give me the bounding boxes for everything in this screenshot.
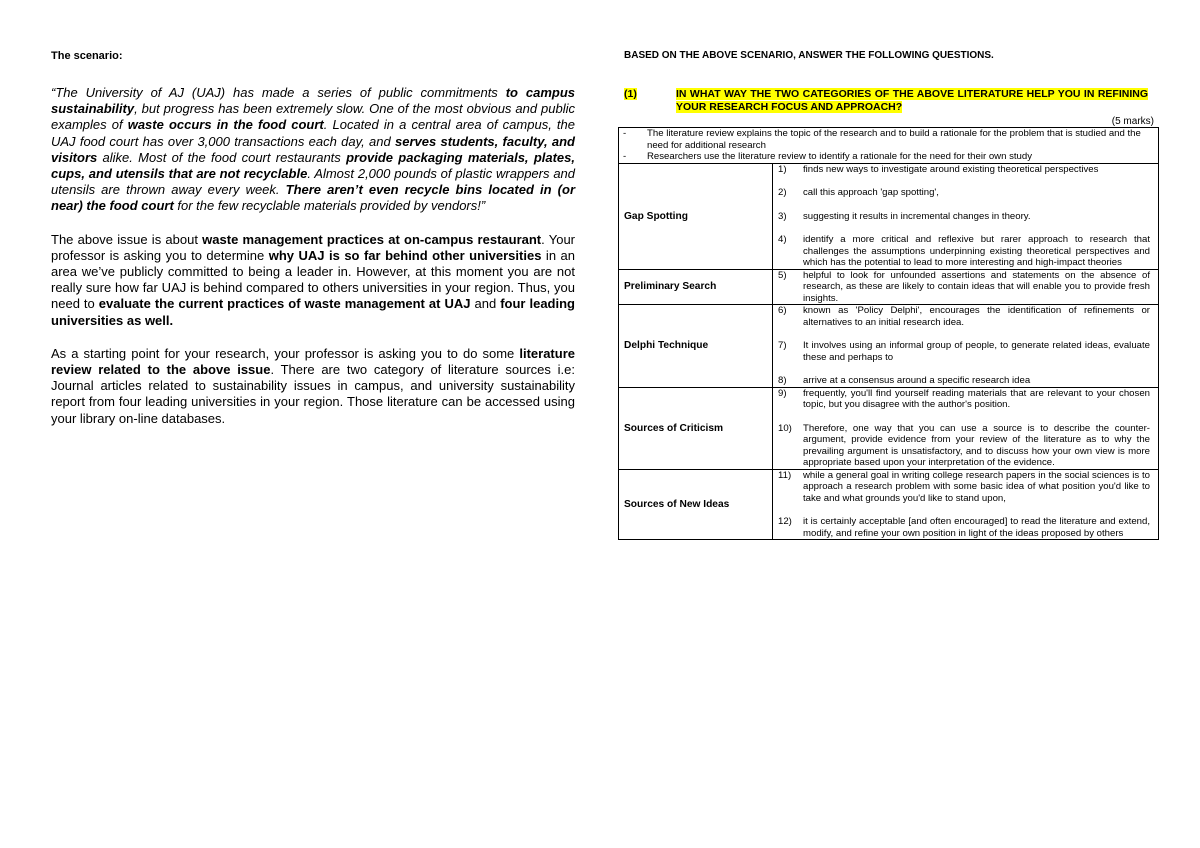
quote-bold: provide packaging materials, plates, cups, and utensils that are not recyclable [51, 149, 575, 182]
intro-line [619, 151, 1158, 163]
list-item: 3) suggesting it results in incremental changes in theory. [778, 210, 1031, 222]
list-item: 5) helpful to look for unfounded assertions and statements on the absence of research, as these are likely to contain ideas that will enable you to provide fresh insights. [778, 269, 1150, 304]
items-cell [773, 163, 1159, 269]
quote-text: alike. Most of the food court restaurants [97, 149, 347, 165]
items-cell [773, 469, 1159, 540]
list-item: 1) finds new ways to investigate around existing theoretical perspectives [778, 163, 1099, 175]
para-bold: literature review related to the above issue [51, 345, 575, 378]
list-item: 4) identify a more critical and reflexive but rarer approach to research that challenges the assumptions underpinning existing theoretical perspectives and which has the potential to lead to more interesting and high-impact theories [778, 234, 1150, 268]
list-item: 11) while a general goal in writing college research papers in the social sciences is to approach a research problem with some basic idea of what position you'd like to take and what grounds you'd like to stand upon, [778, 469, 1150, 504]
category-cell: Delphi Technique [619, 305, 773, 388]
questions-column [618, 50, 1158, 540]
quote-text: . Almost 2,000 pounds of plastic wrappers and utensils are thrown away every week. [51, 166, 576, 198]
list-item: 2) call this approach 'gap spotting', [778, 187, 939, 198]
para-text: As a starting point for your research, your professor is asking you to do some [51, 345, 520, 361]
question-number: (1) [624, 88, 637, 100]
para-text: The above issue is about [51, 231, 203, 247]
quote-text: “The University of AJ (UAJ) has made a series of public commitments [51, 85, 506, 100]
table-row [619, 469, 1159, 540]
list-item: 12) it is certainly acceptable [and often encouraged] to read the literature and extend, modify, and refine your own position in light of the ideas proposed by others [778, 516, 1150, 539]
list-item: 8) arrive at a consensus around a specific research idea [778, 375, 1031, 386]
items-cell [773, 387, 1159, 469]
scenario-quote [51, 85, 575, 215]
quote-bold: There aren’t even recycle bins located in (or near) the food court [51, 182, 576, 214]
quote-text: , but progress has been extremely slow. One of the most obvious and public examples of [51, 101, 575, 133]
quote-bold: waste occurs in the food court [127, 117, 324, 133]
literature-paragraph [51, 346, 575, 427]
table-row [619, 305, 1159, 388]
question-text: IN WHAT WAY THE TWO CATEGORIES OF THE ABOVE LITERATURE HELP YOU IN REFINING YOUR RESEARCH FOCUS AND APPROACH? [676, 88, 1148, 113]
questions-heading: BASED ON THE ABOVE SCENARIO, ANSWER THE FOLLOWING QUESTIONS. [624, 50, 994, 61]
items-cell [773, 305, 1159, 388]
scenario-heading: The scenario: [51, 50, 123, 62]
quote-text: . Located in a central area of campus, the UAJ food court has over 3,000 transactions each day, and [51, 117, 575, 149]
category-cell: Sources of New Ideas [619, 469, 773, 540]
intro-row [619, 128, 1159, 164]
list-item: 6) known as 'Policy Delphi', encourages the identification of refinements or alternatives to an initial research idea. [778, 305, 1150, 328]
question-1 [624, 88, 1158, 114]
para-text: . Your professor is asking you to determine [51, 231, 575, 263]
table-row [619, 269, 1159, 305]
answer-table [618, 127, 1159, 540]
intro-line [619, 128, 1158, 151]
intro-text: Researchers use the literature review to identify a rationale for the need for their own study [647, 151, 1033, 162]
category-cell: Sources of Criticism [619, 387, 773, 469]
para-text: . There are two category of literature sources i.e: Journal articles related to sustainability issues in campus, and university sustainability report from four leading universities in your region. Those literature can be accessed using your library on-line databases. [51, 362, 575, 426]
para-bold: why UAJ is so far behind other universities [268, 247, 542, 263]
issue-paragraph [51, 232, 575, 329]
quote-bold: to campus sustainability [51, 85, 575, 117]
para-bold: four leading universities as well. [51, 296, 575, 328]
category-cell: Gap Spotting [619, 163, 773, 269]
quote-bold: serves students, faculty, and visitors [51, 133, 575, 165]
para-bold: waste management practices at on-campus restaurant [202, 231, 542, 247]
category-cell: Preliminary Search [619, 269, 773, 305]
list-item: 9) frequently, you'll find yourself reading materials that are relevant to your chosen topic, but you disagree with the author's position. [778, 387, 1150, 410]
scenario-column [51, 50, 575, 444]
intro-text: The literature review explains the topic of the research and to build a rationale for the problem that is studied and the need for additional research [647, 128, 1141, 151]
para-text: in an area we’ve publicly committed to being a leader in. However, at this moment you are not really sure how far UAJ is behind compared to others universities in your region. Thus, you need to [51, 247, 575, 312]
para-bold: evaluate the current practices of waste management at UAJ [98, 296, 471, 312]
para-text: and [470, 296, 501, 312]
bullet-dash: - [623, 151, 627, 162]
table-row [619, 163, 1159, 269]
list-item: 7) It involves using an informal group of people, to generate related ideas, evaluate these and perhaps to [778, 340, 1150, 363]
quote-text: for the few recyclable materials provided by vendors!” [173, 198, 486, 214]
table-row [619, 387, 1159, 469]
intro-cell [619, 128, 1159, 164]
marks-label: (5 marks) [1111, 116, 1154, 127]
bullet-dash: - [623, 128, 627, 139]
list-item: 10) Therefore, one way that you can use a source is to describe the counter-argument, provide evidence from your review of the literature as to why the prevailing argument is unsatisfactory, and to discuss how your own view is more appropriate based upon your interpretation of the evidence. [778, 422, 1150, 468]
items-cell [773, 269, 1159, 305]
